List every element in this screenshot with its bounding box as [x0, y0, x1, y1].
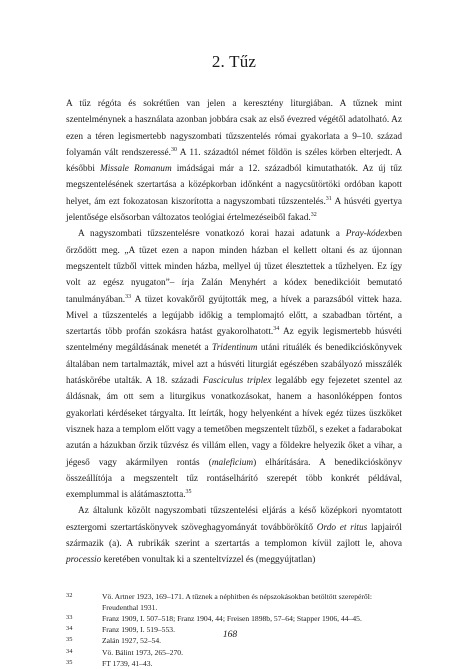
text-run: A tüzet kovakőről gyújtották meg, a hívek a parazsából vittek haza. Mivel a tűzszentelés a legújabb időkig a templomajtó előtt, a szabadban történt, a szertartás több profán szokásra hatást gyakorolhatott.: [66, 294, 402, 338]
italic-text: Fasciculus triplex: [202, 376, 272, 387]
footnote: [66, 613, 402, 624]
footnote-number: 35: [66, 636, 73, 644]
footnote-number: 34: [66, 625, 73, 633]
text-run: ben őrződött meg. „A tüzet ezen a napon minden házban el kellett oltani és az újonnan megszentelt tűzből vittek minden házba, mellyel új tüzet élesztettek a tűzhelyen. Ez így volt az egész nyugaton”– írja Zalán Menyhért a kódex benedikcióit bemutató tanulmányában.: [66, 229, 402, 305]
text-run: Az általunk közölt nagyszombati tűzszentelési eljárás a késő középkori nyomtatott esztergomi szertartáskönyvek szöveghagyományát továbbörökítő: [66, 506, 402, 533]
italic-text: Pray-kódex: [345, 229, 389, 240]
italic-text: Ordo et ritus: [316, 522, 368, 533]
paragraph-1: [66, 96, 402, 226]
italic-text: processio: [66, 555, 102, 566]
footnote-ref: 31: [325, 195, 332, 202]
paragraph-3: [66, 503, 402, 568]
footnote-ref: 35: [185, 489, 192, 496]
text-run: imádságai már a 12. századból kimutathatók. Az új tűz megszentelésének szertartása a középkorban időnként a nagycsütörtöki ordóban kapott helyet, ám ezt fokozatosan kiszorította a nagyszombati tűzszentelés.: [66, 164, 403, 207]
text-run: Az egyik legismertebb húsvéti szentelmény megáldásának menetét a: [66, 327, 403, 354]
footnote-number: 35: [66, 658, 73, 666]
footnote-number: 34: [66, 647, 73, 655]
chapter-heading: 2. Tűz: [211, 52, 257, 71]
footnote-ref: 32: [310, 211, 317, 218]
text-run: ) elhárítására. A benedikcióskönyv összeállítója a megszentelt tűz rontáselhárító szerepét több konkrét példával, exemplummal is alátámasztotta.: [66, 457, 402, 501]
footnote-number: 32: [66, 591, 73, 599]
footnote-number: 33: [66, 614, 73, 622]
footnote-text: Franz 1909, I. 519–553.: [102, 625, 175, 635]
text-run: legalább egy fejezetet szentel az áldásnak, ám ott sem a liturgikus vonatkozásokat, hanem a hasonlóképpen fontos gyakorlati kérdéseket tárgyalta. Itt leírták, hogy helyenként a hívek egéz tüzes üszköket visznek haza a templom előtt vagy a temetőben megszentelt tűzből, s ezeket a fadarabokat azután a házukban őrzik tűzvész és villám ellen, vagy a földekre helyezik őket a vihar, a jégeső vagy akármilyen rontás (: [66, 376, 402, 468]
footnote: [66, 647, 402, 658]
footnote-text: Vö. Bálint 1973, 265–270.: [102, 647, 183, 657]
page-number: 168: [222, 630, 238, 640]
footnote-text: Zalán 1927, 52–54.: [102, 636, 162, 646]
footnote: [66, 591, 402, 613]
text-run: A nagyszombati tűzszentelésre vonatkozó korai hazai adatunk a: [78, 229, 346, 240]
footnote-ref: 30: [171, 146, 177, 153]
italic-text: Missale Romanum: [99, 164, 172, 175]
footnote-ref: 33: [125, 293, 132, 300]
text-run: lapjairól származik (a). A rubrikák szerint a szertartás a templomon kívül zajlott le, ahova: [66, 522, 402, 550]
text-run: A 11. századtól német földön is széles körben elterjedt. A későbbi: [66, 147, 402, 175]
footnote-text: FT 1739, 41–43.: [102, 658, 153, 668]
italic-text: maleficium: [211, 457, 254, 468]
footnote-ref: 34: [273, 326, 280, 333]
italic-text: Tridentinum: [212, 343, 258, 354]
footnote-text: Vö. Artner 1923, 169–171. A tűznek a néphitben és népszokásokban betöltött szerepéről: Freudenthal 1931.: [102, 591, 372, 612]
footnote-text: Franz 1909, I. 507–518; Franz 1904, 44; Freisen 1898b, 57–64; Stapper 1906, 44–45.: [102, 614, 362, 624]
paragraph-2: [66, 226, 402, 503]
footnote: [66, 658, 402, 669]
text-run: A tűz régóta és sokrétűen van jelen a keresztény liturgiában. A tűznek mint szentelménynek a használata azonban jobbára csak az első évezred végétől adatolható. Az ezen a téren legismertebb nagyszombati tűzszentelés római gyakorlata a 9–10. század folyamán vált rendszeressé.: [66, 99, 402, 158]
text-run: keretében vonultak ki a szenteltvízzel és (meggyújtatlan): [101, 555, 316, 566]
text-run: A húsvéti gyertya jelentősége elsősorban változatos teológiai értelmezéseiből fakad.: [66, 196, 402, 224]
text-run: utáni rituálék és benedikcióskönyvek általában nem tartalmazták, mivel azt a húsvéti liturgiát egészében szabályozó misszálék hatáskörébe utalták. A 18. századi: [66, 343, 402, 387]
body-text: [66, 96, 402, 569]
